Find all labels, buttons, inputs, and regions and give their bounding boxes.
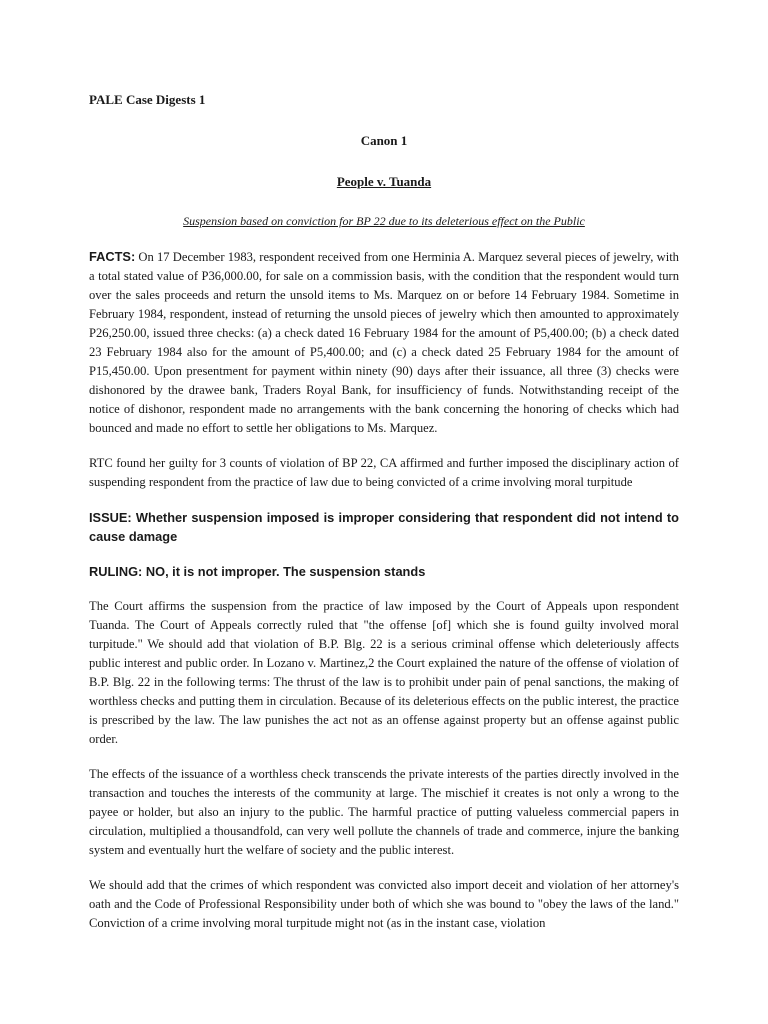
canon-heading: Canon 1	[360, 133, 408, 148]
facts-label: FACTS:	[89, 249, 136, 264]
ruling-paragraph-1: The Court affirms the suspension from the practice of law imposed by the Court of Appeals upon respondent Tuanda. The Court of Appeals correctly ruled that "the offense [of] which she is found guilty involved moral turpitude." We should add that violation of B.P. Blg. 22 is a serious criminal offense which deleteriously affects public interest and public order. In Lozano v. Martinez,2 the Court explained the nature of the offense of violation of B.P. Blg. 22 in the following terms: The thrust of the law is to prohibit under pain of penal sanctions, the making of worthless checks and putting them in circulation. Because of its deleterious effects on the public interest, the practice is prescribed by the law. The law punishes the act not as an offense against property but an offense against public order.	[89, 599, 679, 746]
facts-text: On 17 December 1983, respondent received from one Herminia A. Marquez several pieces of jewelry, with a total stated value of P36,000.00, for sale on a commission basis, with the condition that the respondent would turn over the sales proceeds and return the unsold items to Ms. Marquez on or before 14 February 1984. Sometime in February 1984, respondent, instead of returning the unsold pieces of jewelry which then amounted to approximately P26,250.00, issued three checks: (a) a check dated 16 February 1984 for the amount of P5,400.00; (b) a check dated 23 February 1984 also for the amount of P5,400.00; and (c) a check dated 25 February 1984 for the amount of P15,450.00. Upon presentment for payment within ninety (90) days after their issuance, all three (3) checks were dishonored by the drawee bank, Traders Royal Bank, for insufficiency of funds. Notwithstanding receipt of the notice of dishonor, respondent made no arrangements with the bank concerning the honoring of checks which had bounced and made no effort to settle her obligations to Ms. Marquez.	[89, 250, 679, 435]
ruling-heading: RULING: NO, it is not improper. The suspension stands	[89, 564, 426, 579]
document-title: PALE Case Digests 1	[89, 92, 206, 107]
rtc-paragraph: RTC found her guilty for 3 counts of violation of BP 22, CA affirmed and further imposed the disciplinary action of suspending respondent from the practice of law due to being convicted of a crime involving moral turpitude	[89, 456, 679, 489]
ruling-paragraph-2: The effects of the issuance of a worthless check transcends the private interests of the parties directly involved in the transaction and touches the interests of the community at large. The mischief it creates is not only a wrong to the payee or holder, but also an injury to the public. The harmful practice of putting valueless commercial papers in circulation, multiplied a thousandfold, can very well pollute the channels of trade and commerce, injure the banking system and eventually hurt the welfare of society and the public interest.	[89, 767, 679, 857]
facts-paragraph	[89, 247, 679, 438]
ruling-paragraph-3: We should add that the crimes of which respondent was convicted also import deceit and violation of her attorney's oath and the Code of Professional Responsibility under both of which she was bound to "obey the laws of the land." Conviction of a crime involving moral turpitude might not (as in the instant case, violation	[89, 878, 679, 930]
doctrine-subtitle: Suspension based on conviction for BP 22 due to its deleterious effect on the Public	[183, 214, 585, 228]
document-body	[89, 90, 679, 942]
issue-heading: ISSUE: Whether suspension imposed is improper considering that respondent did not intend to cause damage	[89, 510, 679, 544]
case-title: People v. Tuanda	[336, 174, 432, 189]
